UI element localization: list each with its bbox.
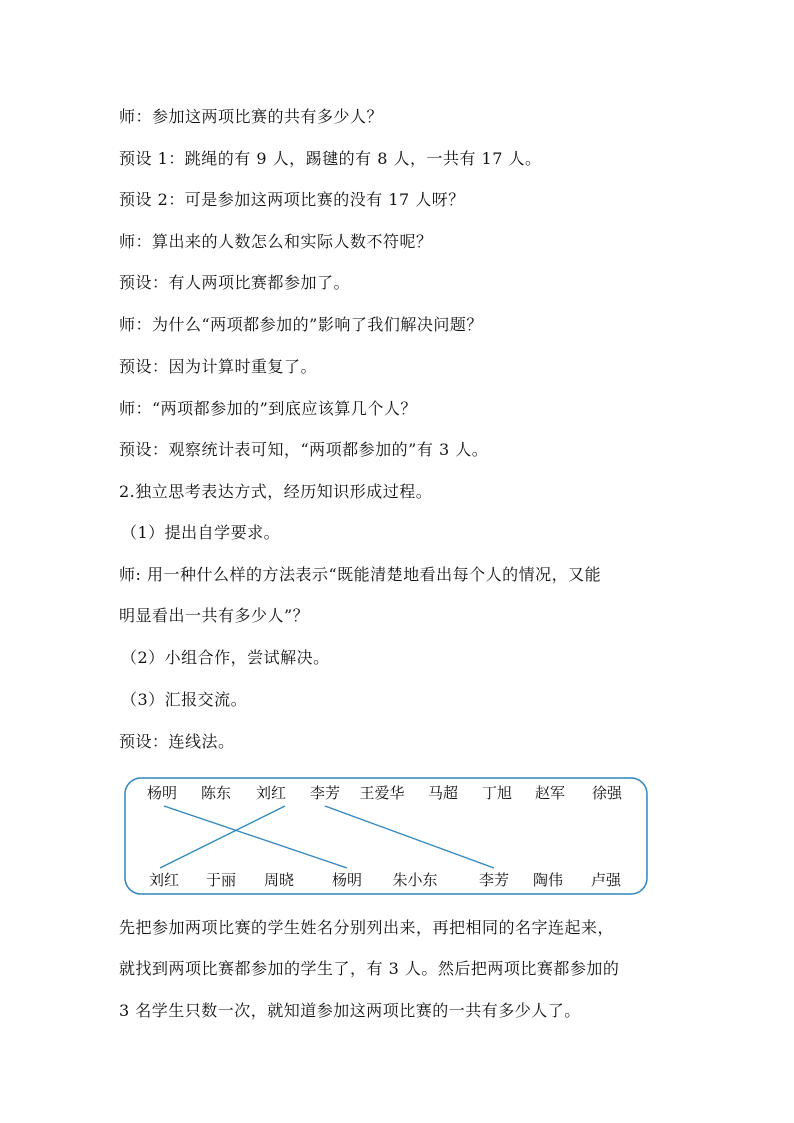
top-name: 马超 <box>427 784 459 802</box>
bottom-name: 杨明 <box>331 871 363 889</box>
text-line: 预设 1：跳绳的有 9 人，踢毽的有 8 人，一共有 17 人。 <box>119 149 542 168</box>
text-line: 师：为什么“两项都参加的”影响了我们解决问题？ <box>119 315 483 334</box>
bottom-name: 刘红 <box>148 871 180 889</box>
text-line: 3 名学生只数一次，就知道参加这两项比赛的一共有多少人了。 <box>119 1001 581 1020</box>
section-heading: 2.独立思考表达方式，经历知识形成过程。 <box>119 482 433 501</box>
name-matching-diagram <box>124 777 648 895</box>
text-line: 预设 2：可是参加这两项比赛的没有 17 人呀？ <box>119 190 465 209</box>
text-line: 先把参加两项比赛的学生姓名分别列出来，再把相同的名字连起来， <box>119 918 615 937</box>
top-name: 陈东 <box>200 784 232 802</box>
text-line: 预设：连线法。 <box>119 732 235 751</box>
text-line: 预设：因为计算时重复了。 <box>119 357 318 376</box>
bottom-name: 卢强 <box>590 871 622 889</box>
bottom-name: 李芳 <box>478 871 510 889</box>
text-line: 预设：有人两项比赛都参加了。 <box>119 273 351 292</box>
subsection-heading: （1）提出自学要求。 <box>121 523 281 542</box>
bottom-name: 陶伟 <box>532 871 564 889</box>
subsection-heading: （2）小组合作，尝试解决。 <box>121 648 330 667</box>
bottom-name: 周晓 <box>263 871 295 889</box>
top-name: 杨明 <box>146 784 178 802</box>
text-line: 师：参加这两项比赛的共有多少人？ <box>119 107 384 126</box>
top-name: 王爱华 <box>359 784 405 802</box>
connection-line <box>325 806 494 868</box>
text-line: 师：“两项都参加的”到底应该算几个人？ <box>119 399 417 418</box>
top-name: 李芳 <box>309 784 341 802</box>
text-line: 师: 用一种什么样的方法表示“既能清楚地看出每个人的情况，又能 <box>119 565 602 584</box>
subsection-heading: （3）汇报交流。 <box>121 690 248 709</box>
connection-line <box>164 806 347 868</box>
text-line: 预设：观察统计表可知，“两项都参加的”有 3 人。 <box>119 440 489 459</box>
connection-line <box>160 806 285 868</box>
top-name: 徐强 <box>591 784 623 802</box>
top-name: 赵军 <box>534 784 566 802</box>
text-line: 明显看出一共有多少人”？ <box>119 606 310 625</box>
bottom-name: 于丽 <box>205 871 237 889</box>
text-line: 师：算出来的人数怎么和实际人数不符呢？ <box>119 232 433 251</box>
top-name: 刘红 <box>255 784 287 802</box>
text-line: 就找到两项比赛都参加的学生了，有 3 人。然后把两项比赛都参加的 <box>119 959 620 978</box>
bottom-name: 朱小东 <box>392 871 438 889</box>
top-name: 丁旭 <box>481 784 513 802</box>
